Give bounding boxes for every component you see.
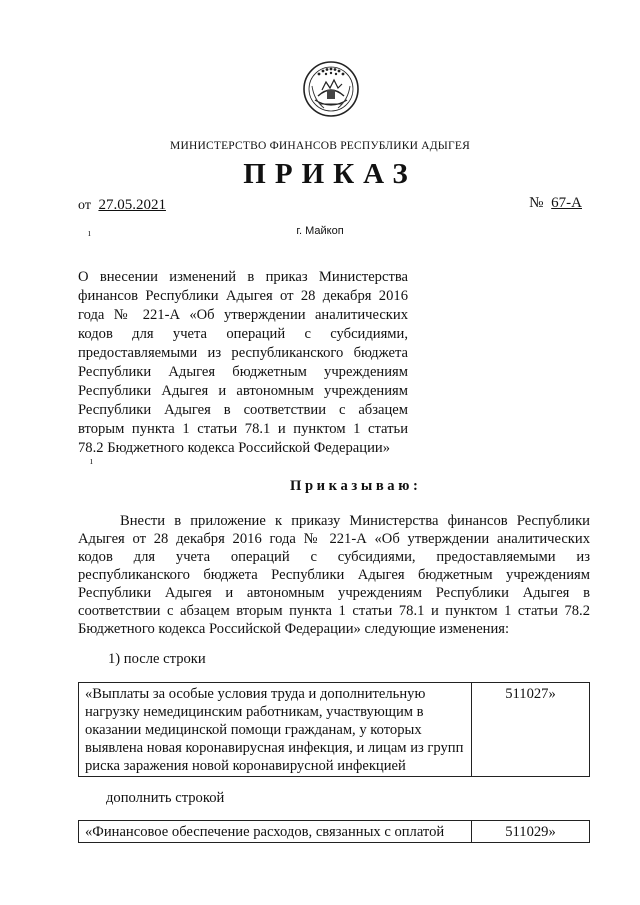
order-number: 67-А bbox=[551, 195, 582, 211]
city-name: г. Майкоп bbox=[296, 225, 344, 237]
row-description: «Финансовое обеспечение расходов, связанных с оплатой bbox=[79, 821, 472, 843]
table-row bbox=[79, 821, 590, 843]
row-code: 511027» bbox=[472, 683, 590, 777]
body-line: Внести в приложение к приказу Министерства финансов Республики bbox=[120, 513, 590, 529]
order-subject bbox=[78, 268, 408, 458]
subject-line: года № 221-А «Об утверждении аналитических bbox=[78, 307, 408, 323]
body-line: республиканского бюджета Республики Адыгея бюджетным учреждениям bbox=[78, 567, 590, 583]
row-description: «Выплаты за особые условия труда и дополнительную нагрузку немедицинским работникам, участвующим в оказании медицинской помощи гражданам, у которых выявлена новая коронавирусная инфекция, и лицам из групп риска заражения новой коронавирусной инфекцией bbox=[79, 683, 472, 777]
stray-mark: ı bbox=[88, 228, 91, 239]
subject-line: Республики Адыгея бюджетным учреждениям bbox=[78, 364, 408, 380]
subject-line: Республики Адыгея в соответствии с абзацем bbox=[78, 402, 408, 418]
number-prefix: № bbox=[529, 195, 544, 211]
new-row-table bbox=[78, 820, 590, 843]
order-number-line bbox=[529, 195, 582, 212]
document-title: ПРИКАЗ bbox=[243, 158, 417, 190]
subject-line: вторым пункта 1 статьи 78.1 и пунктом 1 статьи bbox=[78, 421, 408, 437]
order-body bbox=[78, 512, 590, 638]
subject-line: Республики Адыгея и автономным учреждениям bbox=[78, 383, 408, 399]
append-instruction: дополнить строкой bbox=[106, 790, 225, 806]
subject-line: 78.2 Бюджетного кодекса Российской Федерации» bbox=[78, 440, 390, 456]
body-line: Адыгея от 28 декабря 2016 года № 221-А «Об утверждении аналитических bbox=[78, 531, 590, 547]
order-date: 27.05.2021 bbox=[98, 197, 166, 213]
subject-line: кодов для учета операций с субсидиями, bbox=[78, 326, 408, 342]
coat-of-arms-emblem bbox=[302, 60, 360, 118]
date-prefix: от bbox=[78, 198, 91, 213]
subject-line: предоставляемыми из республиканского бюджета bbox=[78, 345, 408, 361]
body-line: Бюджетного кодекса Российской Федерации» следующие изменения: bbox=[78, 621, 510, 637]
stray-mark: ı bbox=[90, 456, 93, 467]
row-code: 511029» bbox=[472, 821, 590, 843]
existing-row-table bbox=[78, 682, 590, 777]
subject-line: О внесении изменений в приказ Министерства bbox=[78, 269, 408, 285]
body-line: Республики Адыгея и автономным учреждениям Республики Адыгея в bbox=[78, 585, 590, 601]
subject-line: финансов Республики Адыгея от 28 декабря 2016 bbox=[78, 288, 408, 304]
body-line: соответствии с абзацем вторым пункта 1 статьи 78.1 и пунктом 1 статьи 78.2 bbox=[78, 603, 590, 619]
table-row bbox=[79, 683, 590, 777]
body-line: кодов для учета операций с субсидиями, предоставляемыми из bbox=[78, 549, 590, 565]
order-heading: Приказываю: bbox=[290, 478, 422, 494]
ministry-name: МИНИСТЕРСТВО ФИНАНСОВ РЕСПУБЛИКИ АДЫГЕЯ bbox=[170, 140, 470, 152]
item-1-label: 1) после строки bbox=[108, 651, 206, 667]
order-date-line bbox=[78, 197, 166, 214]
